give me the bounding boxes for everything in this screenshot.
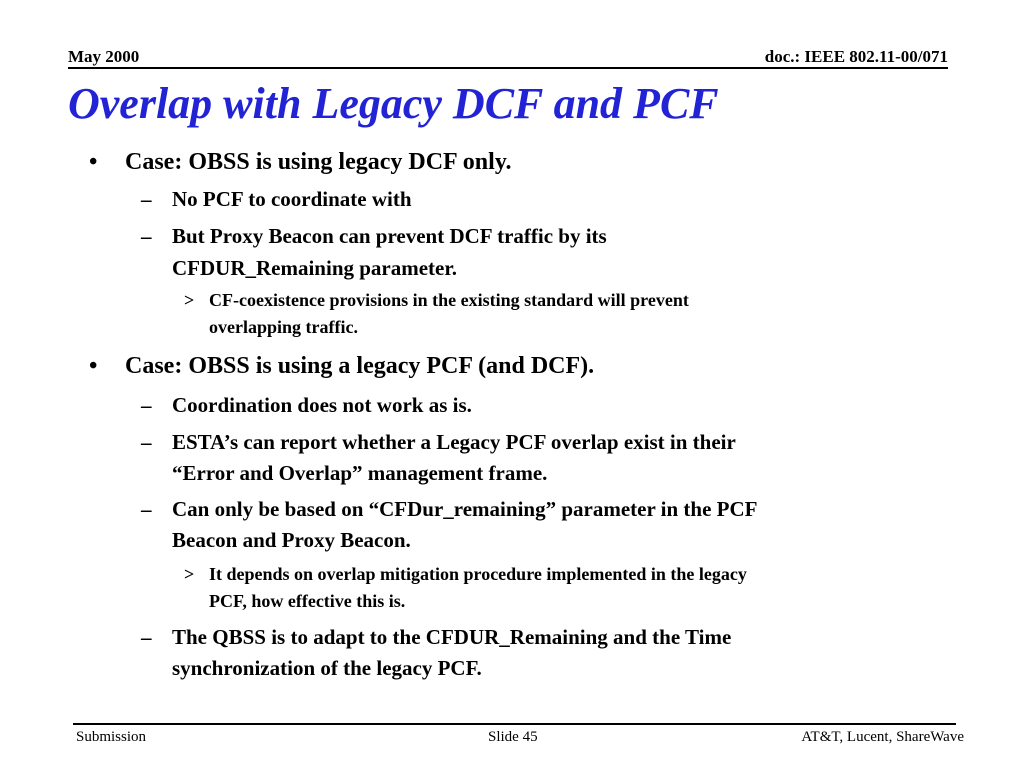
bullet-marker: • xyxy=(89,149,98,175)
sub-bullet-esta-report-line2: “Error and Overlap” management frame. xyxy=(172,461,548,485)
sub-bullet-coordination: Coordination does not work as is. xyxy=(172,393,472,417)
footer-slide-number: Slide 45 xyxy=(488,729,538,745)
footer-divider xyxy=(73,723,956,725)
sub-sub-bullet-marker: > xyxy=(184,290,195,310)
sub-sub-bullet-cf-coexistence-line1: CF-coexistence provisions in the existing standard will prevent xyxy=(209,290,689,310)
sub-bullet-proxy-beacon-line1: But Proxy Beacon can prevent DCF traffic by its xyxy=(172,224,607,248)
sub-bullet-marker: – xyxy=(141,497,152,521)
sub-bullet-marker: – xyxy=(141,393,152,417)
bullet-marker: • xyxy=(89,353,98,379)
sub-bullet-marker: – xyxy=(141,187,152,211)
sub-bullet-marker: – xyxy=(141,224,152,248)
sub-sub-bullet-overlap-mitigation-line2: PCF, how effective this is. xyxy=(209,591,406,611)
slide-title: Overlap with Legacy DCF and PCF xyxy=(68,79,719,128)
footer-submission: Submission xyxy=(76,729,147,745)
sub-sub-bullet-marker: > xyxy=(184,564,195,584)
sub-bullet-no-pcf: No PCF to coordinate with xyxy=(172,187,412,211)
sub-bullet-proxy-beacon-line2: CFDUR_Remaining parameter. xyxy=(172,256,458,280)
sub-bullet-cfdur-line2: Beacon and Proxy Beacon. xyxy=(172,528,411,552)
sub-bullet-esta-report-line1: ESTA’s can report whether a Legacy PCF overlap exist in their xyxy=(172,430,736,454)
sub-sub-bullet-cf-coexistence-line2: overlapping traffic. xyxy=(209,317,358,337)
sub-bullet-marker: – xyxy=(141,625,152,649)
header-date: May 2000 xyxy=(68,47,140,66)
footer-authors: AT&T, Lucent, ShareWave xyxy=(801,729,964,745)
sub-sub-bullet-overlap-mitigation-line1: It depends on overlap mitigation procedure implemented in the legacy xyxy=(209,564,747,584)
sub-bullet-qbss-adapt-line1: The QBSS is to adapt to the CFDUR_Remaining and the Time xyxy=(172,625,732,649)
header-doc-id: doc.: IEEE 802.11-00/071 xyxy=(764,47,948,66)
sub-bullet-cfdur-line1: Can only be based on “CFDur_remaining” parameter in the PCF xyxy=(172,497,758,521)
bullet-case-pcf: Case: OBSS is using a legacy PCF (and DCF). xyxy=(125,353,595,379)
bullet-case-dcf: Case: OBSS is using legacy DCF only. xyxy=(125,149,512,175)
sub-bullet-marker: – xyxy=(141,430,152,454)
sub-bullet-qbss-adapt-line2: synchronization of the legacy PCF. xyxy=(172,656,482,680)
